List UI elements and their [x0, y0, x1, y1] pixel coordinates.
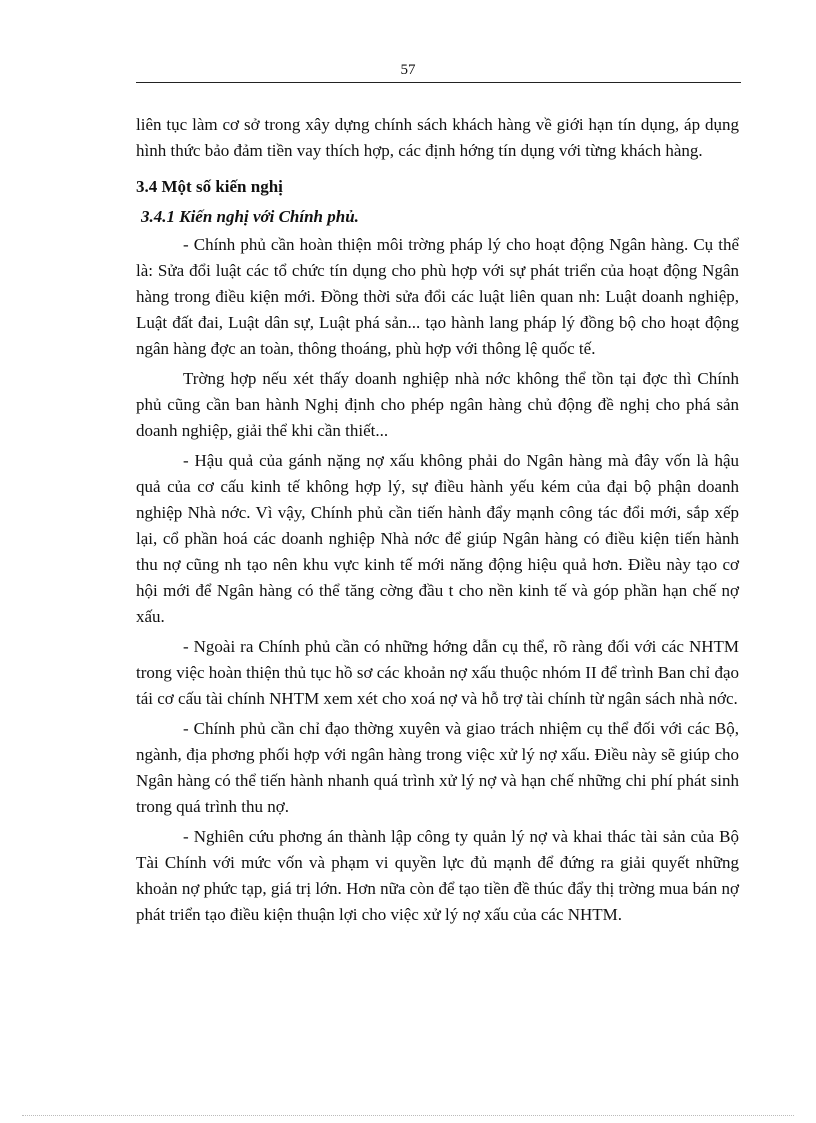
header-divider	[136, 82, 741, 83]
body-paragraph: - Ngoài ra Chính phủ cần có những hớng dẫn cụ thể, rõ ràng đối với các NHTM trong việc hoàn thiện thủ tục hồ sơ các khoản nợ xấu thuộc nhóm II để trình Ban chỉ đạo tái cơ cấu tài chính NHTM xem xét cho xoá nợ và hỗ trợ tài chính từ ngân sách nhà nớc.	[136, 637, 739, 708]
body-paragraph: Trờng hợp nếu xét thấy doanh nghiệp nhà nớc không thể tồn tại đợc thì Chính phủ cũng cần ban hành Nghị định cho phép ngân hàng chủ động đề nghị cho phá sản doanh nghiệp, giải thể khi cần thiết...	[136, 369, 739, 440]
body-paragraph: - Chính phủ cần hoàn thiện môi trờng pháp lý cho hoạt động Ngân hàng. Cụ thể là: Sửa đổi luật các tổ chức tín dụng cho phù hợp với sự phát triển của hoạt động Ngân hàng trong điều kiện mới. Đồng thời sửa đổi các luật liên quan nh: Luật doanh nghiệp, Luật đất đai, Luật dân sự, Luật phá sản... tạo hành lang pháp lý đồng bộ cho hoạt động ngân hàng đợc an toàn, thông thoáng, phù hợp với thông lệ quốc tế.	[136, 235, 739, 358]
page-bottom-border	[22, 1115, 794, 1116]
body-paragraph: - Hậu quả của gánh nặng nợ xấu không phải do Ngân hàng mà đây vốn là hậu quả của cơ cấu kinh tế không hợp lý, sự điều hành yếu kém của đại bộ phận doanh nghiệp Nhà nớc. Vì vậy, Chính phủ cần tiến hành đẩy mạnh công tác đổi mới, sắp xếp lại, cổ phần hoá các doanh nghiệp Nhà nớc để giúp Ngân hàng có điều kiện tiến hành thu nợ cũng nh tạo nên khu vực kinh tế mới năng động hiệu quả hơn. Điều này tạo cơ hội mới để Ngân hàng có thể tăng cờng đầu t cho nền kinh tế và góp phần hạn chế nợ xấu.	[136, 451, 739, 626]
section-heading: 3.4 Một số kiến nghị	[136, 177, 283, 196]
document-body	[136, 112, 739, 932]
body-paragraph: - Nghiên cứu phơng án thành lập công ty quản lý nợ và khai thác tài sản của Bộ Tài Chính với mức vốn và phạm vi quyền lực đủ mạnh để đứng ra giải quyết những khoản nợ phức tạp, giá trị lớn. Hơn nữa còn để tạo tiền đề thúc đẩy thị trờng mua bán nợ phát triển tạo điều kiện thuận lợi cho việc xử lý nợ xấu của các NHTM.	[136, 827, 739, 924]
subsection-heading: 3.4.1 Kiến nghị với Chính phủ.	[141, 207, 359, 226]
page-number: 57	[400, 62, 416, 78]
body-paragraph: - Chính phủ cần chỉ đạo thờng xuyên và giao trách nhiệm cụ thể đối với các Bộ, ngành, địa phơng phối hợp với ngân hàng trong việc xử lý nợ xấu. Điều này sẽ giúp cho Ngân hàng có thể tiến hành nhanh quá trình xử lý nợ và hạn chế những chi phí phát sinh trong quá trình thu nợ.	[136, 719, 739, 816]
intro-paragraph: liên tục làm cơ sở trong xây dựng chính sách khách hàng về giới hạn tín dụng, áp dụng hình thức bảo đảm tiền vay thích hợp, các định hớng tín dụng với từng khách hàng.	[136, 115, 739, 160]
